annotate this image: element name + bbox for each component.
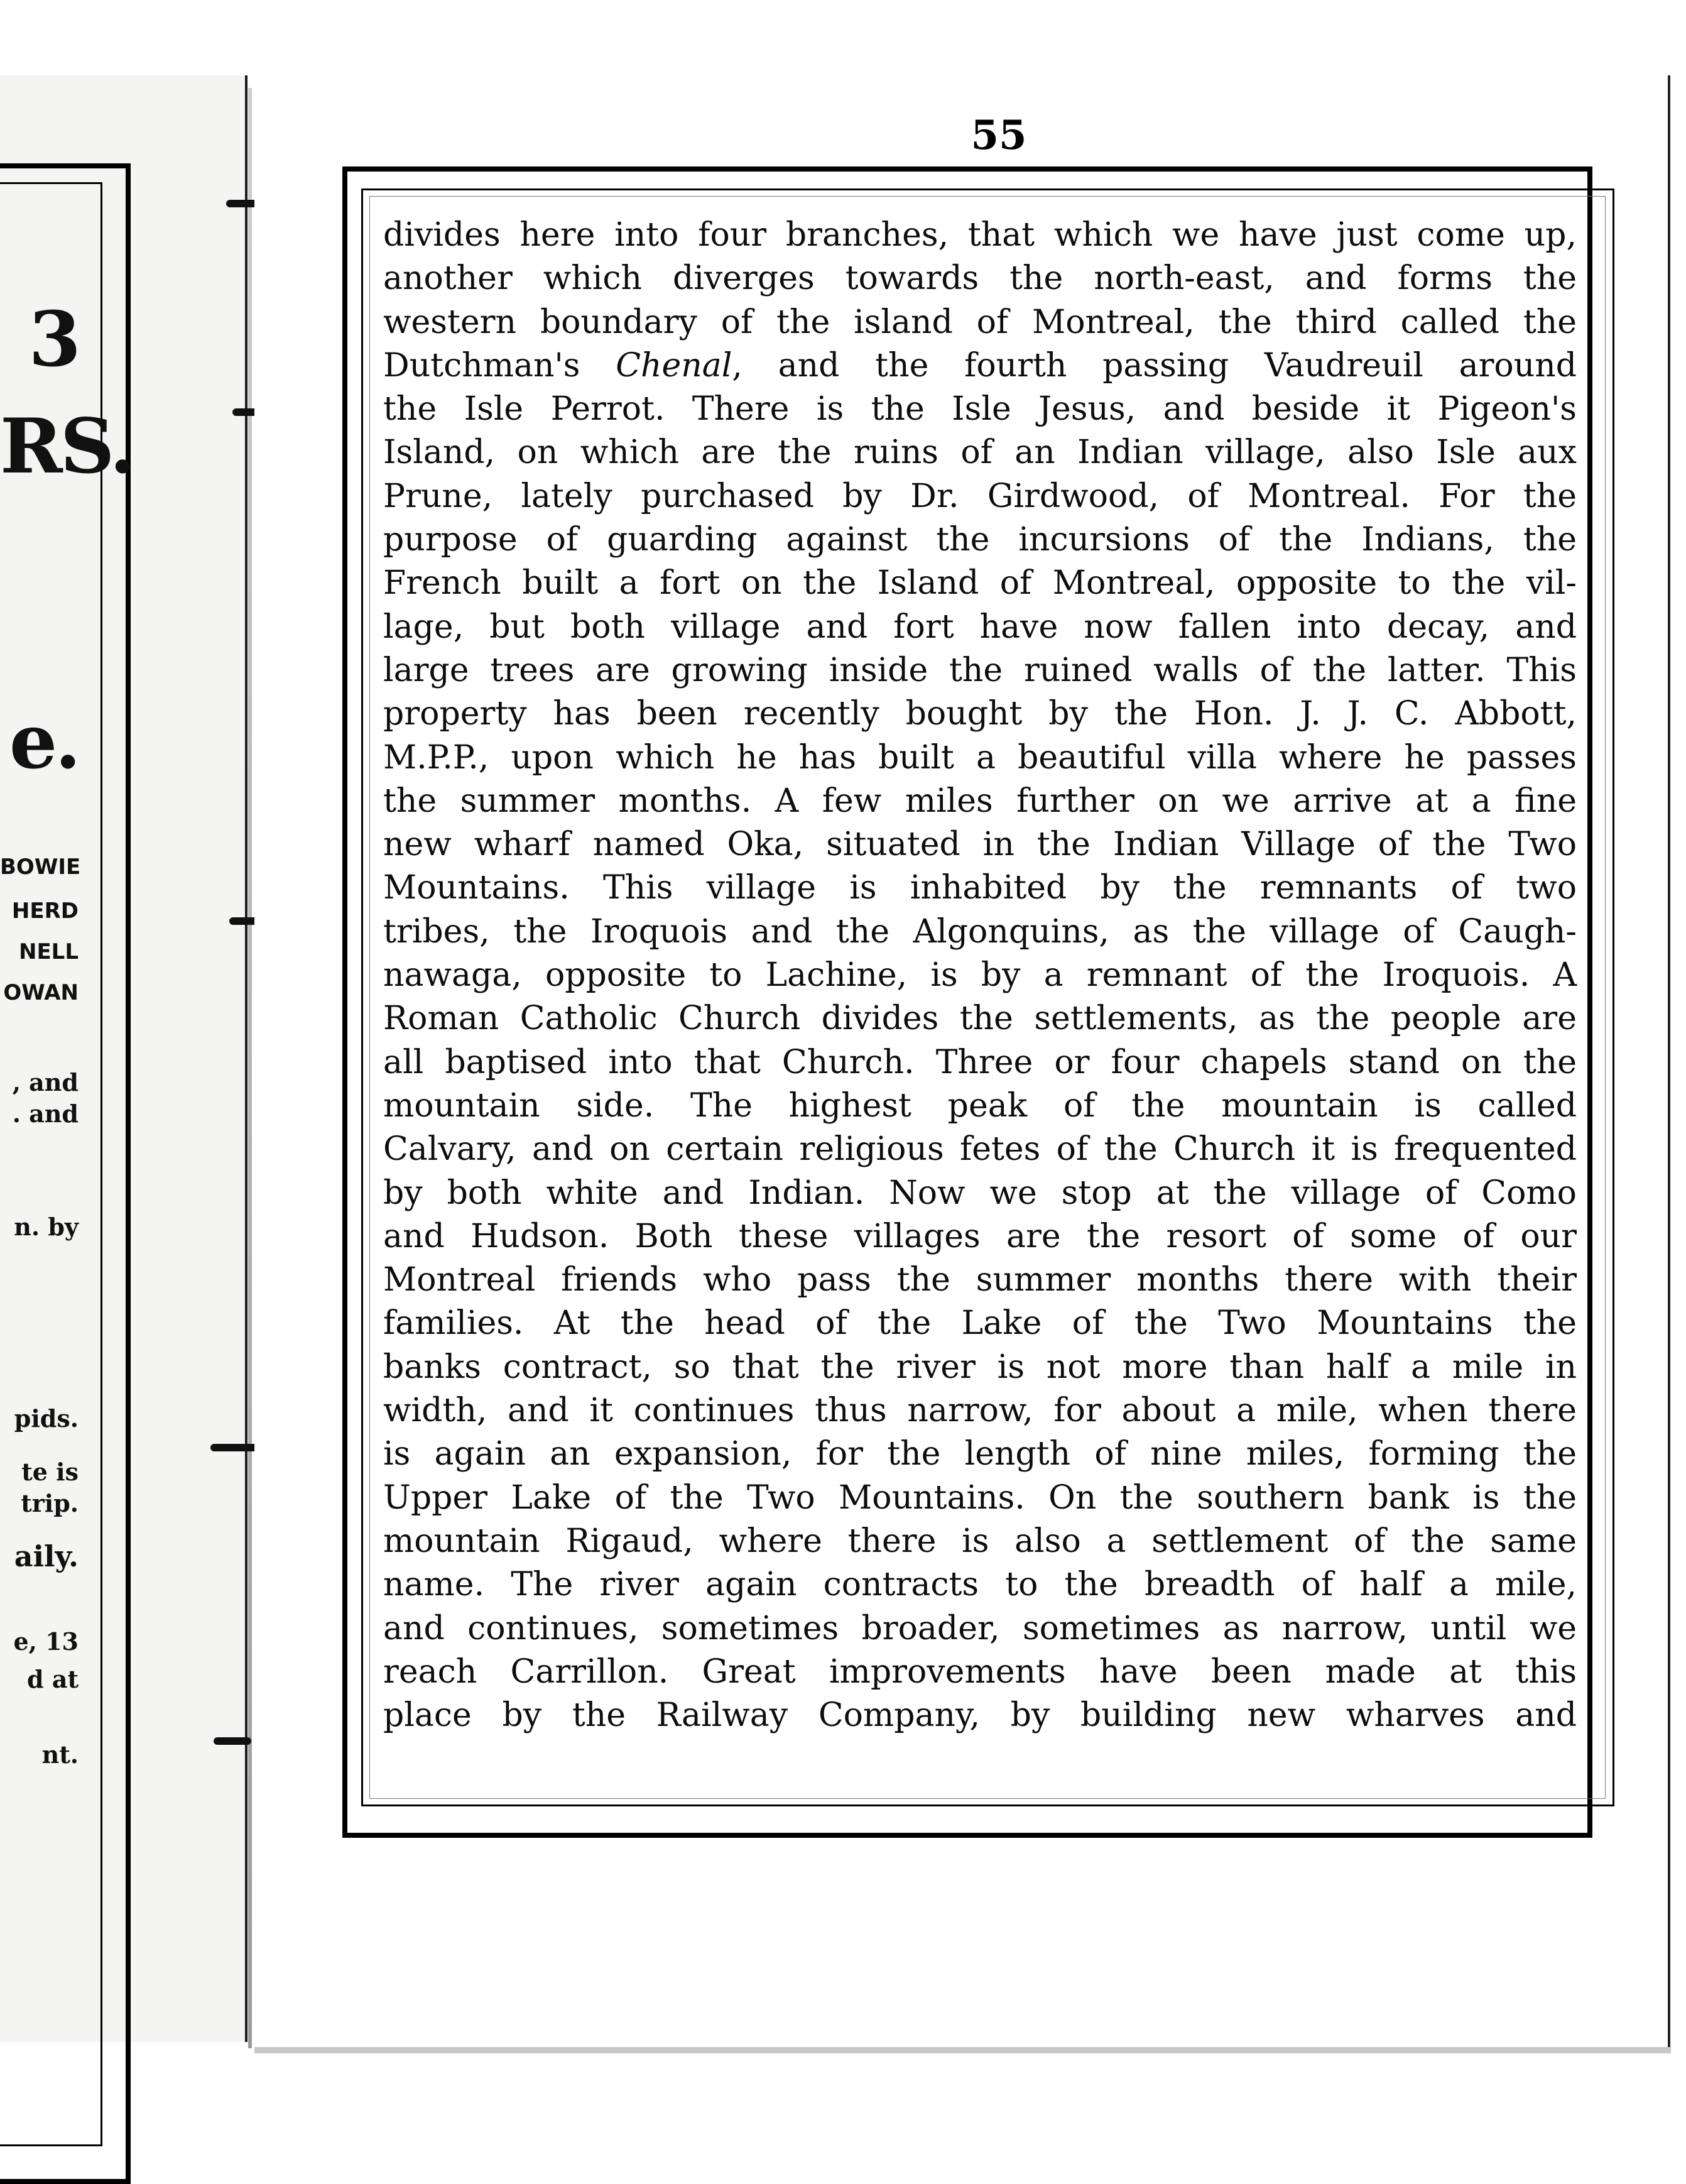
text-segment: another which diverges towards the north-east, and forms the	[383, 259, 1577, 298]
left-page-text-fragment: OWAN	[3, 980, 79, 1005]
page-bottom-edge	[254, 2047, 1671, 2053]
text-line	[383, 214, 1577, 257]
text-segment: width, and it continues thus narrow, for about a mile, when there	[383, 1392, 1577, 1430]
text-line	[383, 780, 1577, 823]
text-line	[383, 1041, 1577, 1084]
text-line	[383, 1215, 1577, 1259]
text-line	[383, 1520, 1577, 1563]
text-segment: lage, but both village and fort have now fallen into decay, and	[383, 608, 1577, 646]
left-page-text-fragment: aily.	[14, 1539, 79, 1573]
text-line	[383, 1477, 1577, 1520]
text-segment: western boundary of the island of Montreal, the third called the	[383, 303, 1577, 341]
page-number: 55	[971, 112, 1027, 159]
text-line	[383, 1302, 1577, 1345]
left-page-text-fragment: BOWIE	[0, 854, 81, 880]
left-page-text-fragment: d at	[27, 1665, 79, 1693]
text-segment: , and the fourth passing Vaudreuil around	[732, 346, 1577, 385]
italic-text: Chenal	[616, 346, 732, 385]
text-segment: is again an expansion, for the length of nine miles, forming the	[383, 1435, 1577, 1473]
text-line	[383, 1084, 1577, 1128]
left-page-text-fragment: e, 13	[13, 1627, 79, 1656]
left-page-text-fragment: NELL	[18, 939, 79, 964]
binding-mark	[214, 1737, 251, 1745]
text-segment: banks contract, so that the river is not more than half a mile in	[383, 1348, 1577, 1386]
text-segment: purpose of guarding against the incursions of the Indians, the	[383, 521, 1577, 559]
text-line	[383, 518, 1577, 562]
text-segment: all baptised into that Church. Three or four chapels stand on the	[383, 1043, 1577, 1081]
text-line	[383, 692, 1577, 736]
text-line	[383, 344, 1577, 388]
text-segment: M.P.P., upon which he has built a beautiful villa where he passes	[383, 738, 1577, 777]
text-segment: place by the Railway Company, by building new wharves and	[383, 1696, 1577, 1735]
text-line	[383, 736, 1577, 780]
text-line	[383, 1259, 1577, 1302]
text-segment: mountain side. The highest peak of the mountain is called	[383, 1086, 1577, 1125]
text-line	[383, 1172, 1577, 1215]
text-line	[383, 649, 1577, 692]
text-line	[383, 1433, 1577, 1476]
text-segment: Prune, lately purchased by Dr. Girdwood, of Montreal. For the	[383, 477, 1577, 515]
body-text	[383, 214, 1577, 1737]
text-segment: and continues, sometimes broader, sometimes as narrow, until we	[383, 1609, 1577, 1647]
left-page-text-fragment: trip.	[21, 1489, 79, 1517]
text-line	[383, 954, 1577, 997]
text-segment: Montreal friends who pass the summer months there with their	[383, 1261, 1577, 1299]
text-line	[383, 388, 1577, 431]
left-page-text-fragment: pids.	[14, 1404, 79, 1433]
text-segment: name. The river again contracts to the breadth of half a mile,	[383, 1566, 1577, 1604]
left-page-text-fragment: te is	[21, 1458, 79, 1486]
text-segment: nawaga, opposite to Lachine, is by a remnant of the Iroquois. A	[383, 956, 1577, 995]
text-line	[383, 475, 1577, 518]
text-line	[383, 301, 1577, 344]
text-segment: Upper Lake of the Two Mountains. On the southern bank is the	[383, 1478, 1577, 1517]
text-segment: and Hudson. Both these villages are the resort of some of our	[383, 1217, 1577, 1255]
text-segment: Island, on which are the ruins of an Indian village, also Isle aux	[383, 434, 1577, 472]
text-segment: Dutchman's	[383, 346, 616, 385]
text-segment: the Isle Perrot. There is the Isle Jesus, and beside it Pigeon's	[383, 390, 1577, 429]
text-line	[383, 1607, 1577, 1651]
text-segment: divides here into four branches, that which we have just come up,	[383, 216, 1577, 254]
text-segment: reach Carrillon. Great improvements have been made at this	[383, 1652, 1577, 1691]
text-segment: new wharf named Oka, situated in the Indian Village of the Two	[383, 826, 1577, 864]
text-line	[383, 1694, 1577, 1737]
text-segment: the summer months. A few miles further on we arrive at a fine	[383, 782, 1577, 820]
text-segment: families. At the head of the Lake of the Two Mountains the	[383, 1304, 1577, 1343]
left-page-text-fragment: HERD	[11, 898, 79, 924]
text-line	[383, 823, 1577, 866]
text-segment: property has been recently bought by the Hon. J. J. C. Abbott,	[383, 695, 1577, 733]
left-page-text-fragment: , and	[12, 1068, 79, 1096]
text-line	[383, 997, 1577, 1040]
text-segment: by both white and Indian. Now we stop at the village of Como	[383, 1174, 1577, 1212]
text-line	[383, 1346, 1577, 1389]
text-line	[383, 910, 1577, 954]
text-line	[383, 866, 1577, 910]
left-page-text-fragment: . and	[12, 1100, 79, 1128]
text-line	[383, 1563, 1577, 1607]
text-line	[383, 1389, 1577, 1433]
text-line	[383, 1128, 1577, 1171]
text-segment: tribes, the Iroquois and the Algonquins, as the village of Caugh-	[383, 912, 1577, 951]
text-line	[383, 431, 1577, 474]
text-line	[383, 562, 1577, 605]
left-page-text-fragment: e.	[9, 697, 79, 786]
text-segment: Mountains. This village is inhabited by the remnants of two	[383, 869, 1577, 907]
text-line	[383, 606, 1577, 649]
text-segment: mountain Rigaud, where there is also a settlement of the same	[383, 1522, 1577, 1560]
left-page-text-fragment: nt.	[41, 1740, 79, 1769]
left-page-text-fragment: n. by	[14, 1213, 79, 1241]
left-page-text-fragment: 3	[28, 295, 79, 384]
text-segment: large trees are growing inside the ruined walls of the latter. This	[383, 651, 1577, 689]
text-segment: Roman Catholic Church divides the settlements, as the people are	[383, 1000, 1577, 1038]
text-line	[383, 257, 1577, 300]
left-page-text-fragment: RS.	[0, 402, 133, 491]
text-segment: Calvary, and on certain religious fetes of the Church it is frequented	[383, 1130, 1577, 1169]
text-line	[383, 1651, 1577, 1694]
book-gutter	[248, 88, 252, 2048]
text-segment: French built a fort on the Island of Montreal, opposite to the vil-	[383, 564, 1577, 603]
